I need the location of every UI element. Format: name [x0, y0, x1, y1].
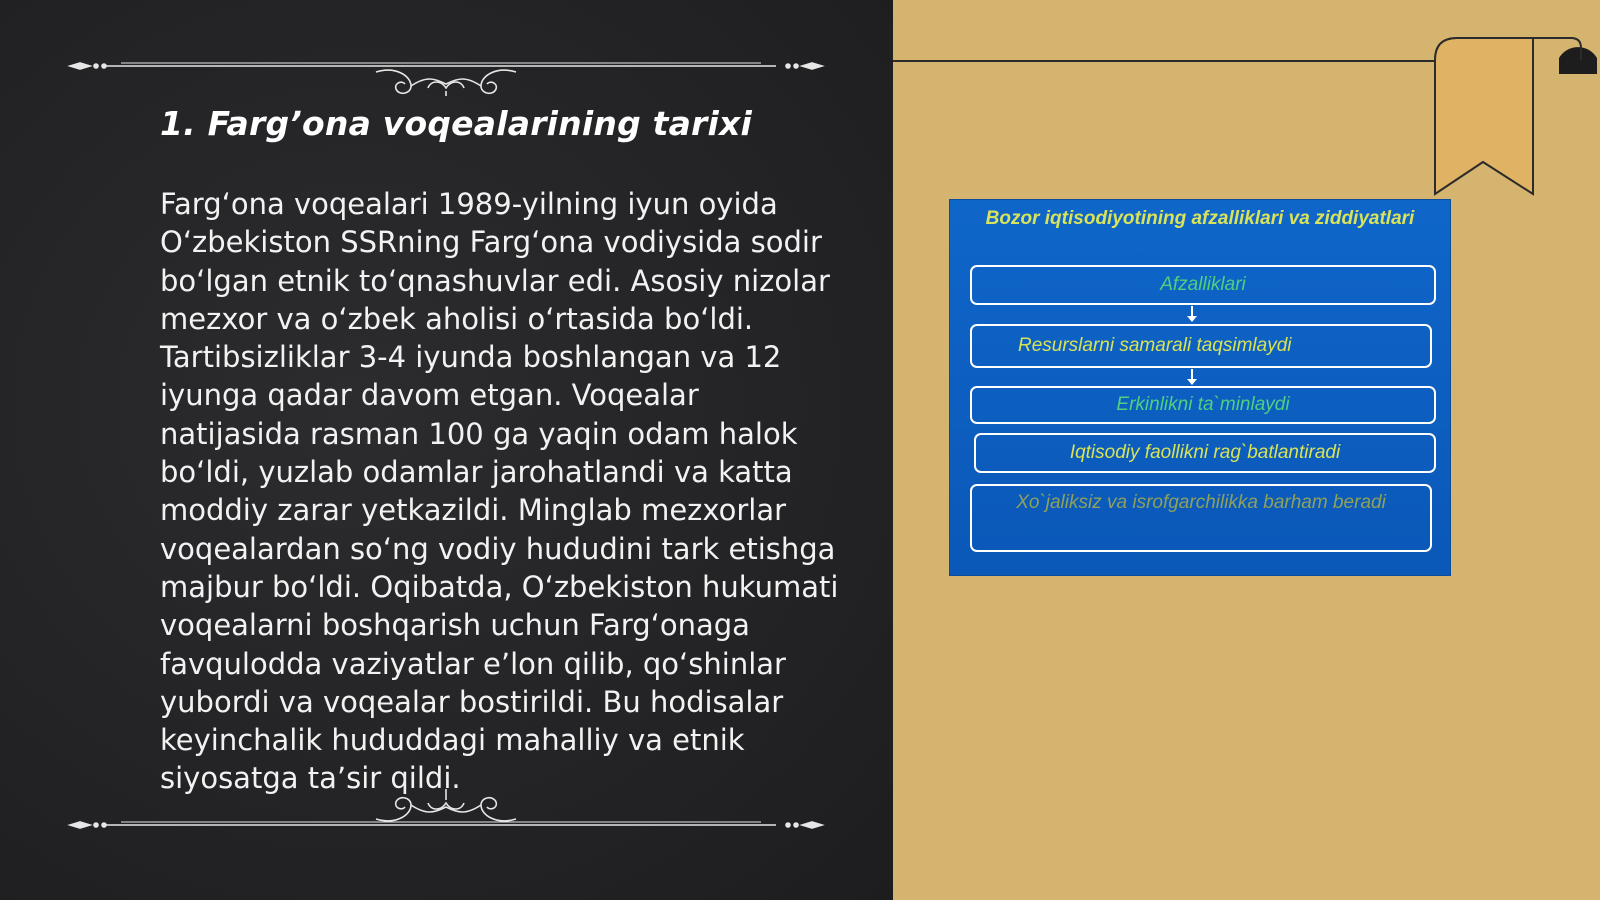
bookmark-ribbon-icon [1433, 34, 1598, 204]
diagram-box-resources: Resurslarni samarali taqsimlaydi [970, 324, 1432, 368]
diagram-box-freedom: Erkinlikni ta`minlaydi [970, 386, 1436, 424]
diagram-box-activity: Iqtisodiy faollikni rag`batlantiradi [974, 433, 1436, 473]
scroll-ornament-bottom [66, 775, 826, 835]
diagram-arrow [1191, 369, 1193, 383]
diagram-title: Bozor iqtisodiyotining afzalliklari va ziddiyatlari [985, 208, 1415, 229]
right-divider-line [893, 60, 1438, 62]
slide-title: 1. Farg’ona voqealarining tarixi [160, 104, 753, 143]
scroll-ornament-top [66, 36, 826, 96]
diagram-box-advantages: Afzalliklari [970, 265, 1436, 305]
diagram-box-waste: Xo`jaliksiz va isrofgarchilikka barham beradi [970, 484, 1432, 552]
diagram-arrow [1191, 306, 1193, 320]
slide-body-text: Farg‘ona voqealari 1989-yilning iyun oyida O‘zbekiston SSRning Farg‘ona vodiysida sodir bo‘lgan etnik to‘qnashuvlar edi. Asosiy nizolar mezxor va o‘zbek aholisi o‘rtasida bo‘ldi. Tartibsizliklar 3-4 iyunda boshlangan va 12 iyunga qadar davom etgan. Voqealar natijasida rasman 100 ga yaqin odam halok bo‘ldi, yuzlab odamlar jarohatlandi va katta moddiy zarar yetkazildi. Minglab mezxorlar voqealardan so‘ng vodiy hududini tark etishga majbur bo‘ldi. Oqibatda, O‘zbekiston hukumati voqealarni boshqarish uchun Farg‘onaga favqulodda vaziyatlar e’lon qilib, qo‘shinlar yubordi va voqealar bostirildi. Bu hodisalar keyinchalik hududdagi mahalliy va etnik siyosatga ta’sir qildi. [160, 187, 839, 796]
market-economy-diagram [950, 200, 1450, 575]
